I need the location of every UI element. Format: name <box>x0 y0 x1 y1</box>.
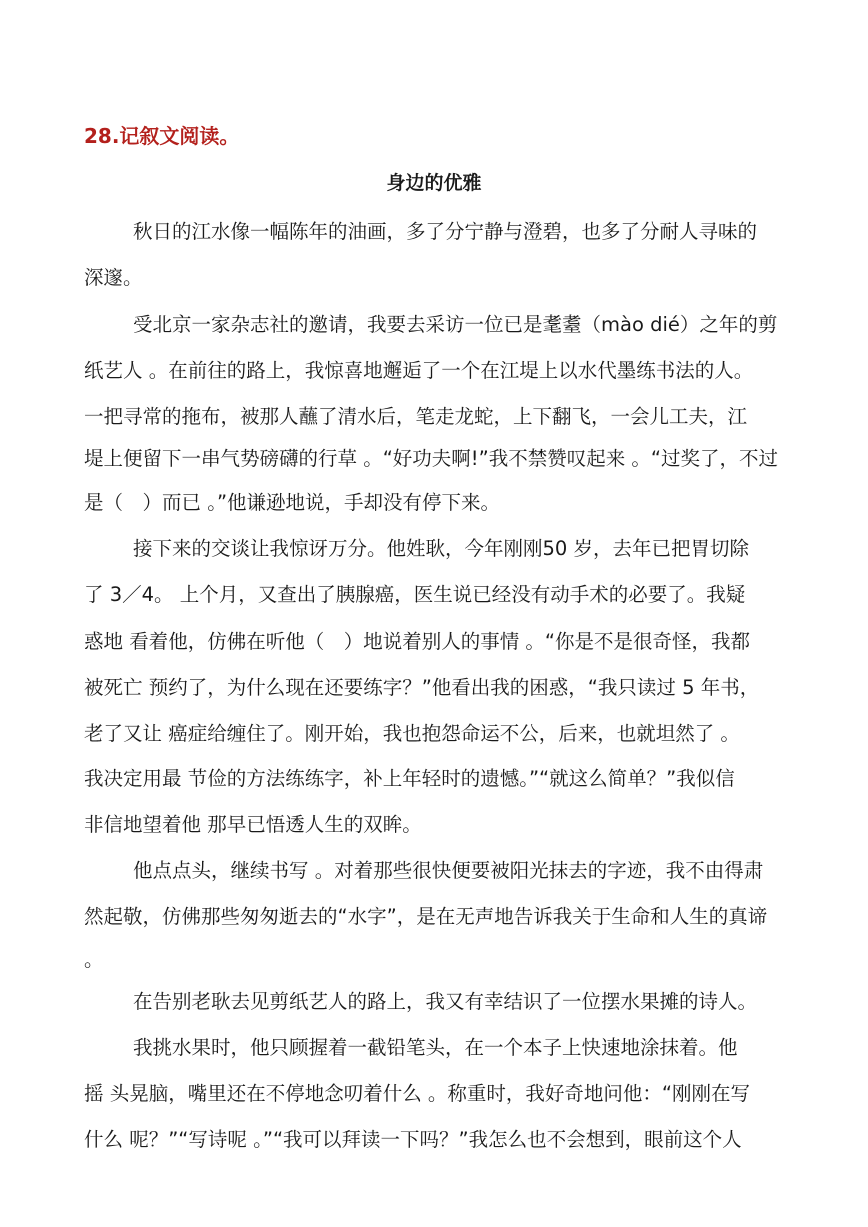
question-label: 28.记叙文阅读。 <box>84 124 240 148</box>
paragraph-line: 接下来的交谈让我惊讶万分。他姓耿，今年刚刚50 岁，去年已把胃切除 <box>133 537 750 560</box>
paragraph-line: 然起敬，仿佛那些匆匆逝去的“水字”，是在无声地告诉我关于生命和人生的真谛 <box>84 905 768 928</box>
paragraph-line: 。 <box>84 948 104 971</box>
paragraph-line: 受北京一家杂志社的邀请，我要去采访一位已是耄耋（mào dié）之年的剪 <box>133 313 778 336</box>
paragraph-line: 深邃。 <box>84 266 143 289</box>
article-title: 身边的优雅 <box>386 172 482 194</box>
paragraph-line: 被死亡 预约了，为什么现在还要练字？”他看出我的困惑，“我只读过 5 年书， <box>84 676 760 699</box>
paragraph-line: 一把寻常的拖布，被那人蘸了清水后，笔走龙蛇，上下翻飞，一会儿工夫，江 <box>84 405 748 428</box>
paragraph-line: 堤上便留下一串气势磅礴的行草 。“好功夫啊!”我不禁赞叹起来 。“过奖了，不过 <box>84 447 779 470</box>
paragraph-line: 了 3／4。 上个月，又查出了胰腺癌，医生说已经没有动手术的必要了。我疑 <box>84 583 746 606</box>
paragraph-line: 非信地望着他 那早已悟透人生的双眸。 <box>84 813 422 836</box>
paragraph-line: 惑地 看着他，仿佛在听他（ ）地说着别人的事情 。“你是不是很奇怪，我都 <box>84 630 750 653</box>
paragraph-line: 老了又让 癌症给缠住了。刚开始，我也抱怨命运不公，后来，也就坦然了 。 <box>84 722 740 745</box>
paragraph-line: 在告别老耿去见剪纸艺人的路上，我又有幸结识了一位摆水果摊的诗人。 <box>133 990 758 1013</box>
paragraph-line: 我挑水果时，他只顾握着一截铅笔头，在一个本子上快速地涂抹着。他 <box>133 1036 738 1059</box>
paragraph-line: 是（ ）而已 。”他谦逊地说，手却没有停下来。 <box>84 491 501 514</box>
paragraph-line: 我决定用最 节俭的方法练练字，补上年轻时的遗憾。”“就这么简单？”我似信 <box>84 767 735 790</box>
paragraph-line: 他点点头，继续书写 。对着那些很快便要被阳光抹去的字迹，我不由得肃 <box>133 859 764 882</box>
paragraph-line: 什么 呢？”“写诗呢 。”“我可以拜读一下吗？”我怎么也不会想到，眼前这个人 <box>84 1128 742 1151</box>
paragraph-line: 秋日的江水像一幅陈年的油画，多了分宁静与澄碧，也多了分耐人寻味的 <box>133 220 758 243</box>
paragraph-line: 纸艺人 。在前往的路上，我惊喜地邂逅了一个在江堤上以水代墨练书法的人。 <box>84 359 754 382</box>
paragraph-line: 摇 头晃脑，嘴里还在不停地念叨着什么 。称重时，我好奇地问他：“刚刚在写 <box>84 1082 750 1105</box>
